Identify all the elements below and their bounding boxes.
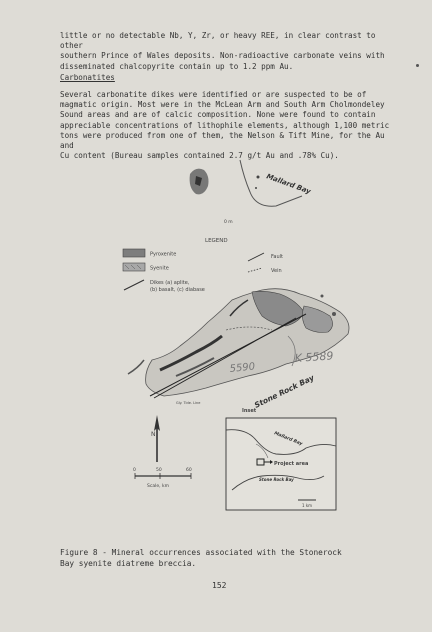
page-number: 152 xyxy=(212,581,227,590)
top-bay-label: Mallard Bay xyxy=(265,172,312,196)
legend-fault: Fault xyxy=(271,254,283,260)
figure-caption: Figure 8 - Mineral occurrences associated with the Stonerock Bay syenite diatreme breccia. xyxy=(60,548,342,568)
syenite-swatch xyxy=(123,263,145,271)
legend-vein: Vein xyxy=(271,268,282,274)
scale-tick-0: 0 xyxy=(133,468,136,473)
scale-bar xyxy=(135,473,191,479)
section-heading: Carbonatites xyxy=(60,73,115,82)
scale-label: Scale, km xyxy=(147,484,169,489)
carbonatite-paragraph: Several carbonatite dikes were identified or are suspected to be of magmatic origin. Most were in the McLean Arm and South Arm Cholmondeley Sound areas and are of calcic composition. None were found to contain appreciable concentrations of lithophile elements, although 1,100 metric tons were produced from one of them, the Nelson & Tift Mine, for the Au and Cu content (Bureau samples contained 2.7 g/t Au and .78% Cu). xyxy=(60,90,390,161)
inset-project-label: Project area xyxy=(274,461,309,467)
legend-title: LEGEND xyxy=(205,238,228,244)
pyroxenite-swatch xyxy=(123,249,145,257)
shore-label: Gly. Tide. Line xyxy=(176,401,201,405)
north-arrow xyxy=(154,415,160,462)
inset-scale-label: 1 km xyxy=(302,503,313,508)
inset-bay1: Mallard Bay xyxy=(273,431,303,448)
vein-symbol xyxy=(248,268,262,272)
fault-symbol xyxy=(248,253,264,261)
dike-symbol xyxy=(124,280,144,290)
scale-tick-1: 50 xyxy=(156,468,162,473)
north-label: N xyxy=(151,431,156,438)
intro-paragraph: little or no detectable Nb, Y, Zr, or heavy REE, in clear contrast to other southern Prince of Wales deposits. Non-radioactive carbonate veins with disseminated chalcopyrite contain up to 1.2 ppm Au. xyxy=(60,31,385,71)
small-distance-label: 0 m xyxy=(224,220,233,225)
sample-label-5589: K 5589 xyxy=(294,349,334,365)
scale-tick-2: 60 xyxy=(186,468,192,473)
inset-bay2: Stone Rock Bay xyxy=(259,477,294,482)
inset-title: Inset xyxy=(242,408,257,414)
sample-label-5590: 5590 xyxy=(229,361,256,375)
legend-pyroxenite: Pyroxenite xyxy=(150,251,177,258)
legend-dikes-2: (b) basalt, (c) diabase xyxy=(150,287,205,293)
main-map xyxy=(128,289,349,398)
legend-syenite: Syenite xyxy=(150,265,169,272)
legend-dikes-1: Dikes (a) aplite, xyxy=(150,280,190,286)
bay-label: Stone Rock Bay xyxy=(252,373,316,410)
